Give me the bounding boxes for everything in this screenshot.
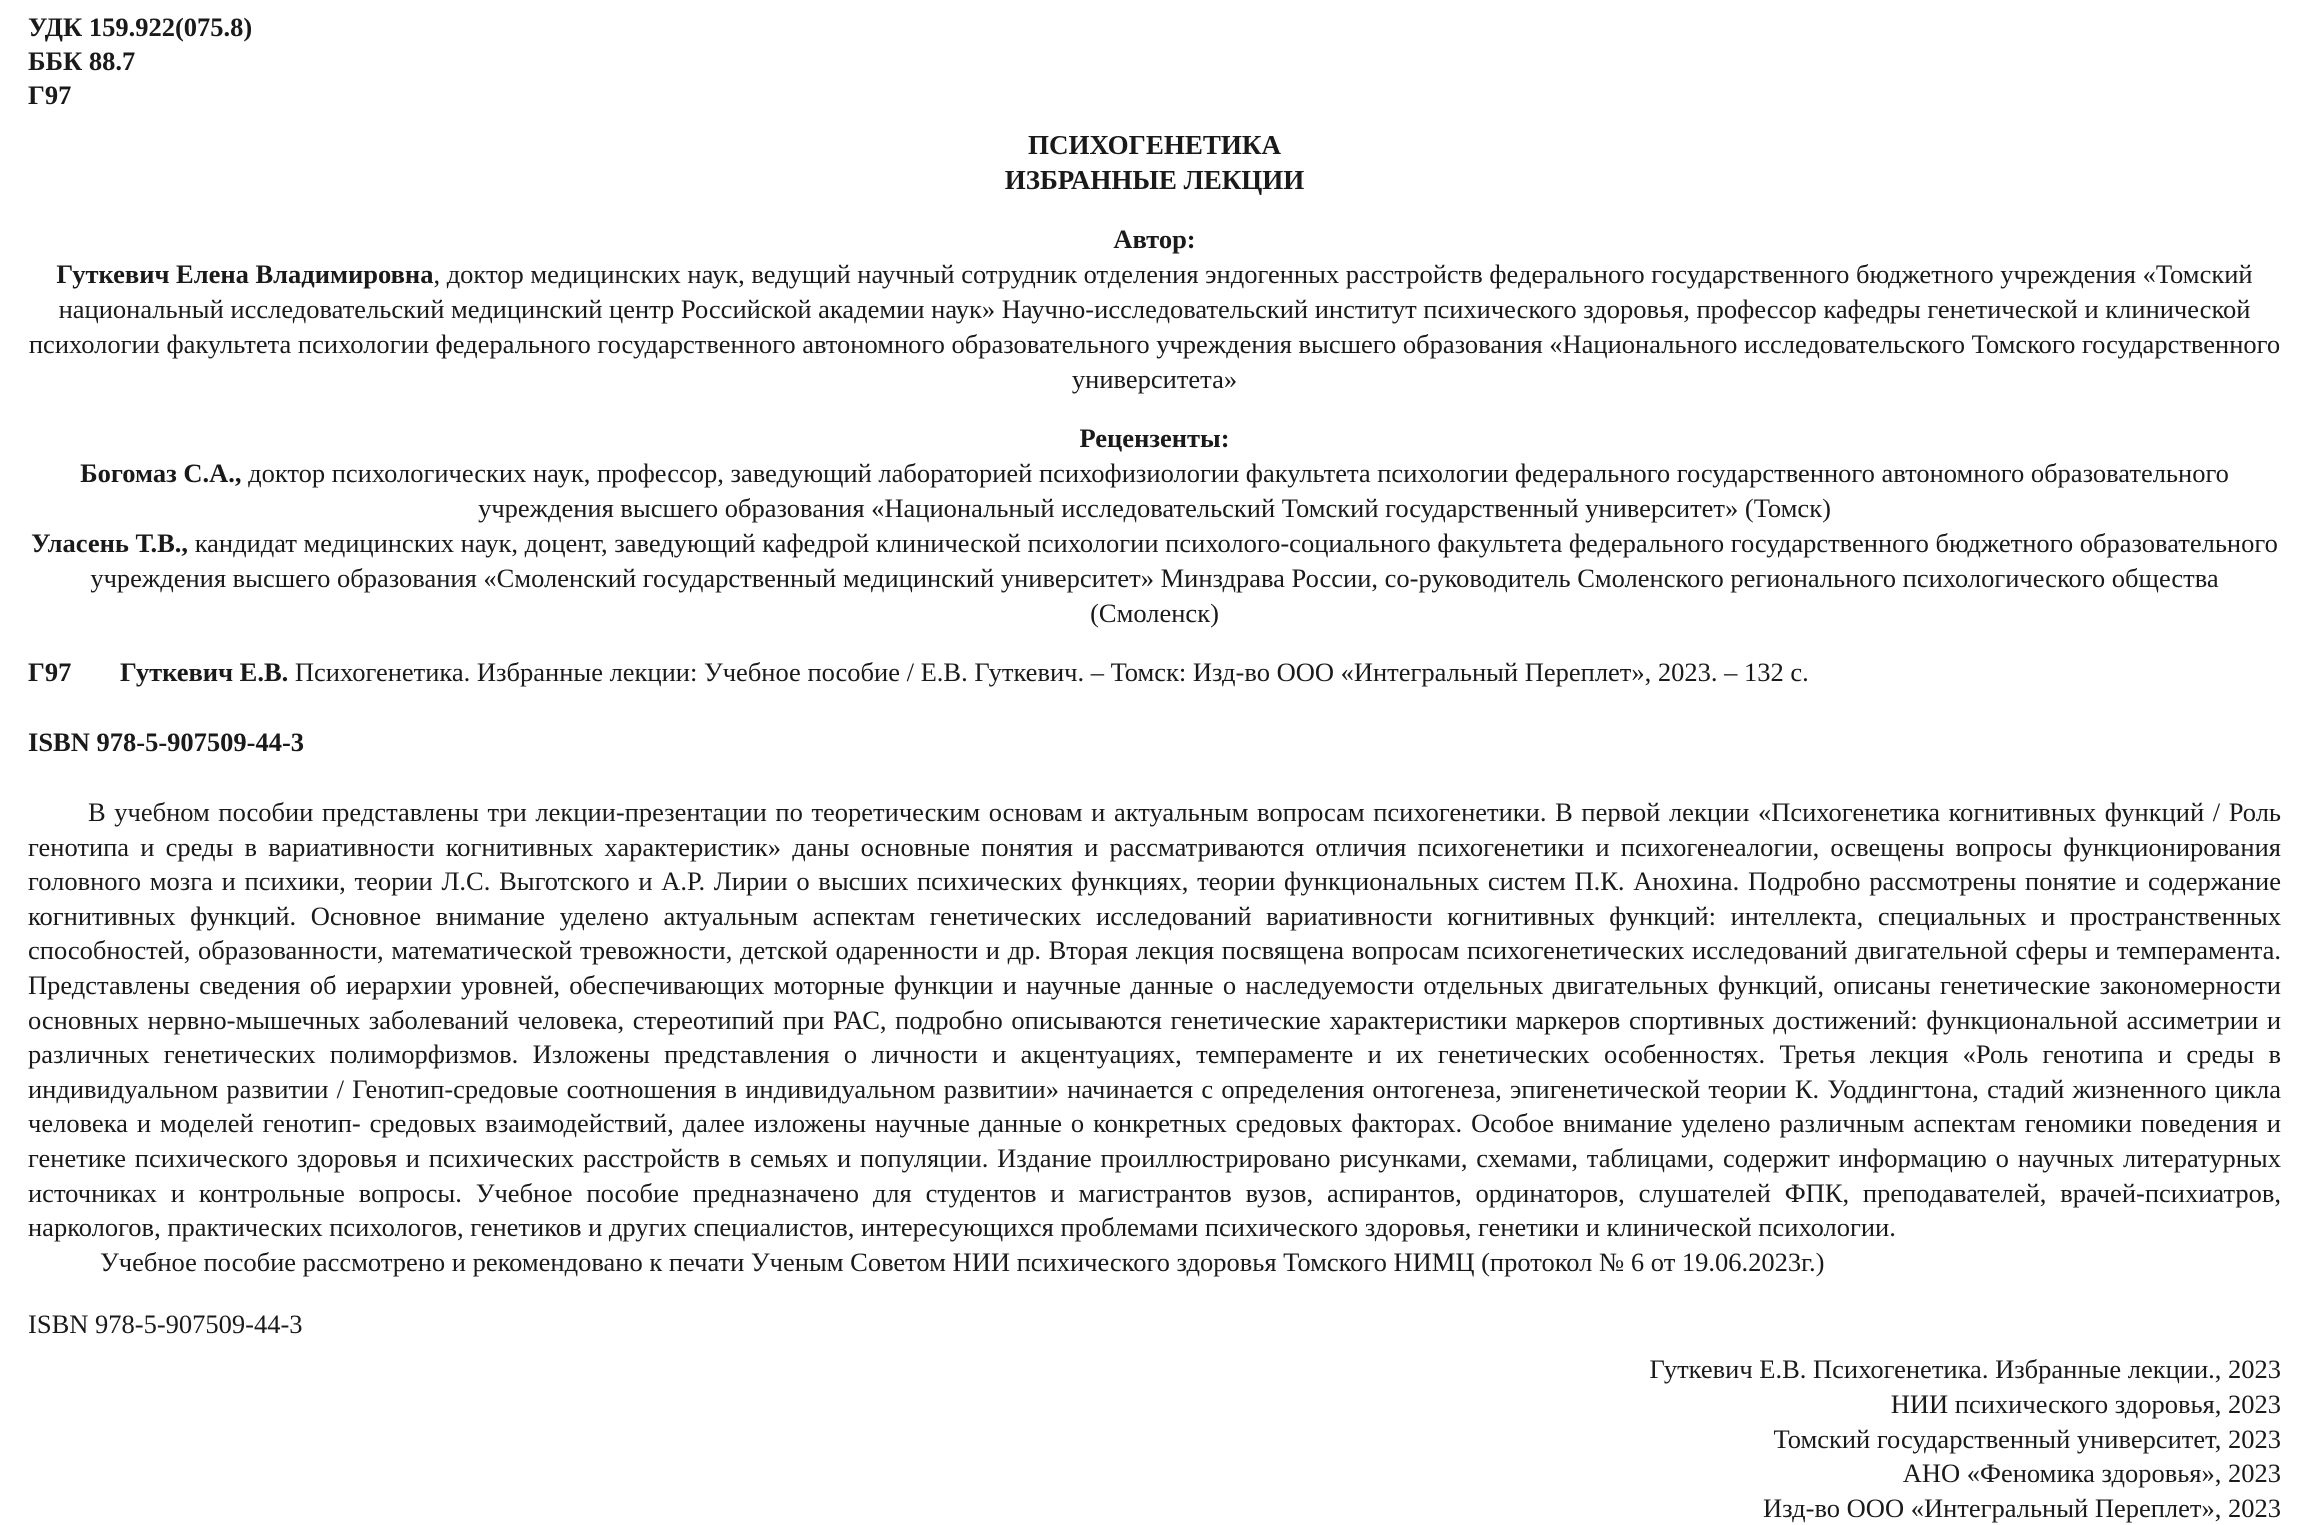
author-mark: Г97 <box>28 80 72 110</box>
reviewers-heading: Рецензенты: <box>1079 423 1230 453</box>
copyright-line: Изд-во ООО «Интегральный Переплет», 2023 <box>1763 1492 2281 1523</box>
author-heading: Автор: <box>1113 224 1196 254</box>
biblio-text-block <box>120 655 1809 690</box>
reviewer-name: Богомаз С.А., <box>80 458 242 488</box>
title-line-1: ПСИХОГЕНЕТИКА <box>1028 130 1281 160</box>
copyright-list <box>28 1352 2281 1525</box>
recommendation-paragraph: Учебное пособие рассмотрено и рекомендовано к печати Ученым Советом НИИ психического здоровья Томского НИМЦ (протокол № 6 от 19.06.2023г.) <box>100 1246 1825 1277</box>
biblio-author: Гуткевич Е.В. <box>120 657 289 687</box>
udk-code: УДК 159.922(075.8) <box>28 12 253 42</box>
reviewers-section <box>28 421 2281 631</box>
author-section <box>28 222 2281 397</box>
copyright-line: НИИ психического здоровья, 2023 <box>1890 1388 2281 1419</box>
reviewer-paragraph <box>28 456 2281 526</box>
abstract-paragraph: В учебном пособии представлены три лекции-презентации по теоретическим основам и актуальным вопросам психогенетики. В первой лекции «Психогенетика когнитивных функций / Роль генотипа и среды в вариативности когнитивных характеристик» даны основные понятия и рассматриваются отличия психогенетики и психогенеалогии, освещены вопросы функционирования головного мозга и психики, теории Л.С. Выготского и А.Р. Лирии о высших психических функциях, теории функциональных систем П.К. Анохина. Подробно рассмотрены понятие и содержание когнитивных функций. Основное внимание уделено актуальным аспектам генетических исследований вариативности когнитивных функций: интеллекта, специальных и пространственных способностей, образованности, математической тревожности, детской одаренности и др. Вторая лекция посвящена вопросам психогенетических исследований двигательной сферы и темперамента. Представлены сведения об иерархии уровней, обеспечивающих моторные функции и научные данные о наследуемости отдельных двигательных функций, описаны генетические закономерности основных нервно-мышечных заболеваний человека, стереотипий при РАС, подробно описываются генетические характеристики маркеров спортивных достижений: функциональной ассиметрии и различных генетических полиморфизмов. Изложены представления о личности и акцентуациях, темпераменте и их генетических особенностях. Третья лекция «Роль генотипа и среды в индивидуальном развитии / Генотип-средовые соотношения в индивидуальном развитии» начинается с определения онтогенеза, эпигенетической теории К. Уоддингтона, стадий жизненного цикла человека и моделей генотип- средовых взаимодействий, далее изложены научные данные о конкретных средовых факторах. Особое внимание уделено различным аспектам геномики поведения и генетике психического здоровья и психических расстройств в семьях и популяции. Издание проиллюстрировано рисунками, схемами, таблицами, содержит информацию о научных литературных источниках и контрольные вопросы. Учебное пособие предназначено для студентов и магистрантов вузов, аспирантов, ординаторов, слушателей ФПК, преподавателей, врачей-психиатров, наркологов, практических психологов, генетиков и других специалистов, интересующихся проблемами психического здоровья, генетики и клинической психологии. <box>28 797 2281 1243</box>
author-paragraph <box>28 257 2281 397</box>
author-name: Гуткевич Елена Владимировна <box>56 259 434 289</box>
biblio-code: Г97 <box>28 657 72 687</box>
copyright-line: Гуткевич Е.В. Психогенетика. Избранные лекции., 2023 <box>1649 1354 2281 1385</box>
classification-codes <box>28 10 2281 112</box>
reviewer-description: доктор психологических наук, профессор, заведующий лабораторией психофизиологии факультета психологии федерального государственного автономного образовательного учреждения высшего образования «Национальный исследовательский Томский государственный университет» (Томск) <box>241 458 2229 523</box>
reviewer-description: кандидат медицинских наук, доцент, заведующий кафедрой клинической психологии психолого-социального факультета федерального государственного бюджетного образовательного учреждения высшего образования «Смоленский государственный медицинский университет» Минздрава России, со-руководитель Смоленского регионального психологического общества (Смоленск) <box>90 528 2278 628</box>
bbk-code: ББК 88.7 <box>28 46 136 76</box>
title-line-2: ИЗБРАННЫЕ ЛЕКЦИИ <box>1004 165 1305 195</box>
author-description: , доктор медицинских наук, ведущий научный сотрудник отделения эндогенных расстройств федерального государственного бюджетного учреждения «Томский национальный исследовательский медицинский центр Российской академии наук» Научно-исследовательский институт психического здоровья, профессор кафедры генетической и клинической психологии факультета психологии федерального государственного автономного образовательного учреждения высшего образования «Национального исследовательского Томского государственного университета» <box>28 259 2281 394</box>
reviewer-paragraph <box>28 526 2281 631</box>
bibliographic-record <box>28 655 2281 690</box>
reviewer-name: Уласень Т.В., <box>31 528 189 558</box>
biblio-description: Психогенетика. Избранные лекции: Учебное пособие / Е.В. Гуткевич. – Томск: Изд-во ООО «Интегральный Переплет», 2023. – 132 с. <box>288 657 1809 687</box>
book-title <box>28 128 2281 198</box>
isbn-line: ISBN 978-5-907509-44-3 <box>28 1309 303 1340</box>
isbn-heading: ISBN 978-5-907509-44-3 <box>28 727 305 757</box>
copyright-line: Томский государственный университет, 2023 <box>1773 1423 2281 1454</box>
copyright-line: АНО «Феномика здоровья», 2023 <box>1902 1458 2281 1489</box>
